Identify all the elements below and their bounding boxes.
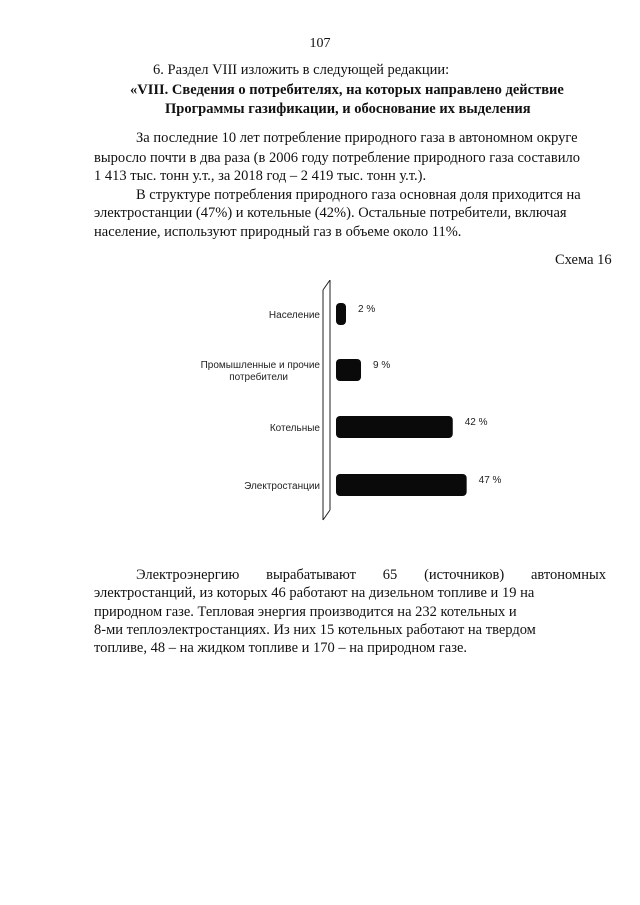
para3-line3: природном газе. Тепловая энергия производится на 232 котельных и <box>94 604 517 620</box>
consumption-bar-chart <box>180 280 540 530</box>
category-label-2: Промышленные и прочие потребители <box>200 360 320 383</box>
value-label-3: 42 % <box>464 417 488 428</box>
bar-4 <box>336 474 467 496</box>
para3-line2: электростанций, из которых 46 работают на дизельном топливе и 19 на <box>94 585 535 601</box>
category-label-4: Электростанции <box>244 481 320 492</box>
para2-line1: В структуре потребления природного газа основная доля приходится на <box>136 187 581 203</box>
para2-line3: население, используют природный газ в объеме около 11%. <box>94 224 462 240</box>
para3-word4: (источников) <box>424 567 505 583</box>
para1-line1: За последние 10 лет потребление природного газа в автономном округе <box>136 130 578 146</box>
para3-word5: автономных <box>530 567 606 583</box>
section-title-line1: «VIII. Сведения о потребителях, на которых направлено действие <box>130 82 564 98</box>
value-label-2: 9 % <box>373 360 391 371</box>
category-label-1: Население <box>268 310 320 321</box>
para3-line4: 8-ми теплоэлектростанциях. Из них 15 котельных работают на твердом <box>94 622 536 638</box>
scheme-label: Схема 16 <box>555 252 612 268</box>
para3-line5: топливе, 48 – на жидком топливе и 170 – на природном газе. <box>94 640 468 656</box>
bar-2 <box>336 359 361 381</box>
para3-word3: 65 <box>382 567 398 583</box>
bar-1 <box>336 303 346 325</box>
section-title-line2: Программы газификации, и обоснование их выделения <box>165 101 531 117</box>
chart-frame <box>323 280 330 520</box>
value-label-1: 2 % <box>358 304 376 315</box>
category-label-3: Котельные <box>269 423 320 434</box>
page-number: 107 <box>309 36 331 51</box>
para3-word1: Электроэнергию <box>136 567 240 583</box>
para3-word2: вырабатывают <box>266 567 356 583</box>
para1-line3: 1 413 тыс. тонн у.т., за 2018 год – 2 419 тыс. тонн у.т.). <box>94 168 427 184</box>
para1-line2: выросло почти в два раза (в 2006 году потребление природного газа составило <box>94 150 580 166</box>
bar-3 <box>336 416 453 438</box>
value-label-4: 47 % <box>478 475 502 486</box>
section-intro: 6. Раздел VIII изложить в следующей редакции: <box>153 62 450 78</box>
para2-line2: электростанции (47%) и котельные (42%). Остальные потребители, включая <box>94 205 567 221</box>
para3-line1 <box>136 567 606 584</box>
